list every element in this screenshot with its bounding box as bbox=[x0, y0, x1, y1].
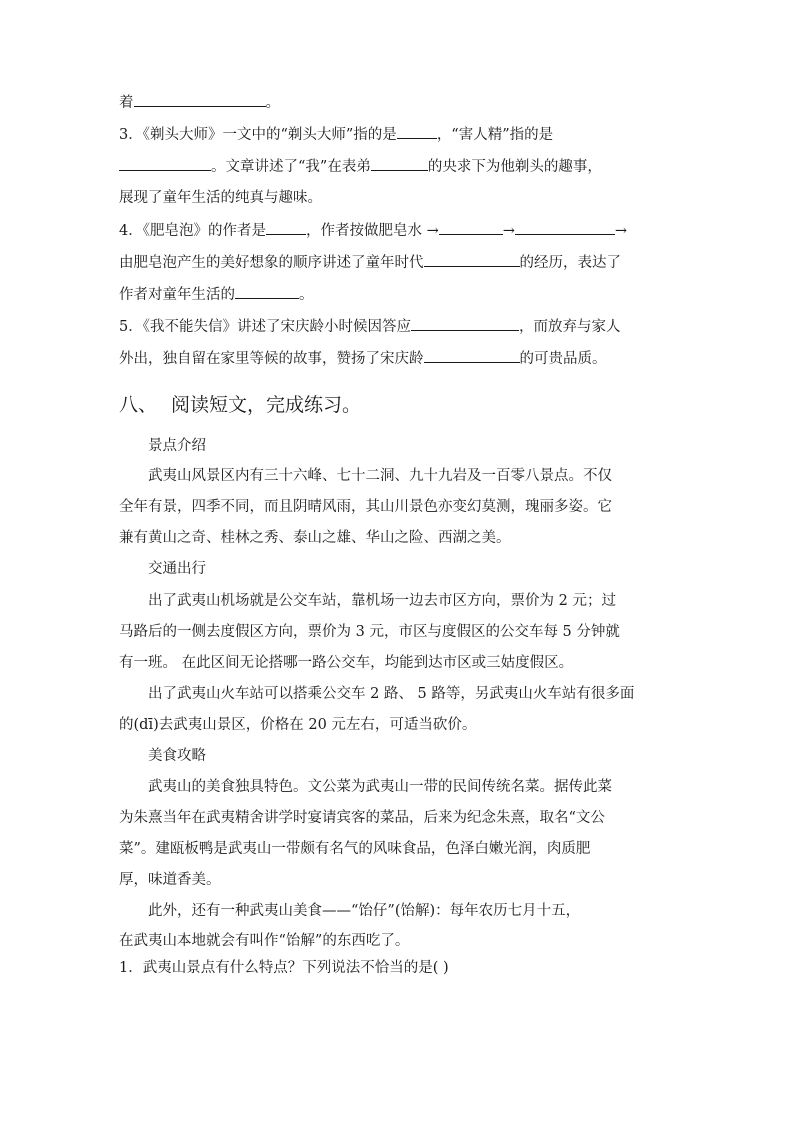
blank bbox=[119, 156, 211, 171]
blank bbox=[424, 348, 520, 363]
blank bbox=[411, 316, 519, 331]
q5-line-2: 外出，独自留在家里等候的故事，赞扬了宋庆龄 的可贵品质。 bbox=[119, 348, 607, 369]
para-1-line-3: 兼有黄山之奇、桂林之秀、泰山之雄、华山之险、西湖之美。 bbox=[119, 530, 511, 546]
para-3-line-2: 的(dī)去武夷山景区，价格在 20 元左右，可适当砍价。 bbox=[119, 717, 477, 733]
para-5-line-1: 此外，还有一种武夷山美食——“饴仔”(饴解)：每年农历七月十五， bbox=[148, 903, 581, 919]
para-1-line-1: 武夷山风景区内有三十六峰、七十二洞、九十九岩及一百零八景点。不仅 bbox=[148, 468, 612, 484]
subheading-scenery: 景点介绍 bbox=[148, 438, 206, 454]
para-4-line-4: 厚，味道香美。 bbox=[119, 872, 221, 888]
subheading-transport: 交通出行 bbox=[148, 561, 206, 577]
blank bbox=[371, 156, 428, 171]
q2-tail-line: 着 。 bbox=[119, 92, 280, 113]
q3-line-1: 3．《剃头大师》一文中的“剃头大师”指的是 ，“害人精”指的是 bbox=[119, 124, 553, 145]
para-2-line-1: 出了武夷山机场就是公交车站，靠机场一边去市区方向，票价为 2 元；过 bbox=[148, 593, 616, 609]
q3-line-3: 展现了童年生活的纯真与趣味。 bbox=[119, 190, 322, 206]
subheading-food: 美食攻略 bbox=[148, 748, 206, 764]
blank bbox=[134, 92, 266, 107]
q4-line-2: 由肥皂泡产生的美好想象的顺序讲述了童年时代 的经历，表达了 bbox=[119, 252, 621, 273]
q4-line-3: 作者对童年生活的 。 bbox=[119, 284, 314, 305]
blank bbox=[439, 220, 503, 235]
para-2-line-3: 有一班。 在此区间无论搭哪一路公交车，均能到达市区或三姑度假区。 bbox=[119, 655, 574, 671]
blank bbox=[515, 220, 615, 235]
blank bbox=[424, 252, 520, 267]
q4-line-1: 4．《肥皂泡》的作者是 ，作者按做肥皂水 → → → bbox=[119, 220, 627, 241]
blank bbox=[235, 284, 299, 299]
blank bbox=[397, 124, 437, 139]
para-4-line-1: 武夷山的美食独具特色。文公菜为武夷山一带的民间传统名菜。据传此菜 bbox=[148, 779, 612, 795]
q5-line-1: 5．《我不能失信》讲述了宋庆龄小时候因答应 ，而放弃与家人 bbox=[119, 316, 620, 337]
para-4-line-3: 菜”。建瓯板鸭是武夷山一带颇有名气的风味食品，色泽白嫩光润，肉质肥 bbox=[119, 841, 591, 857]
blank bbox=[266, 220, 306, 235]
question-1: 1．武夷山景点有什么特点？下列说法不恰当的是( ) bbox=[119, 960, 449, 976]
para-4-line-2: 为朱熹当年在武夷精舍讲学时宴请宾客的菜品，后来为纪念朱熹，取名“文公 bbox=[119, 810, 605, 826]
q3-line-2: 。文章讲述了“我”在表弟 的央求下为他剃头的趣事， bbox=[119, 156, 602, 177]
section-heading: 八、 阅读短文，完成练习。 bbox=[119, 394, 362, 416]
para-3-line-1: 出了武夷山火车站可以搭乘公交车 2 路、 5 路等，另武夷山火车站有很多面 bbox=[148, 686, 635, 702]
para-5-line-2: 在武夷山本地就会有叫作“饴解”的东西吃了。 bbox=[119, 933, 410, 949]
para-2-line-2: 马路后的一侧去度假区方向，票价为 3 元，市区与度假区的公交车每 5 分钟就 bbox=[119, 624, 620, 640]
para-1-line-2: 全年有景，四季不同，而且阴晴风雨，其山川景色亦变幻莫测，瑰丽多姿。它 bbox=[119, 499, 612, 515]
